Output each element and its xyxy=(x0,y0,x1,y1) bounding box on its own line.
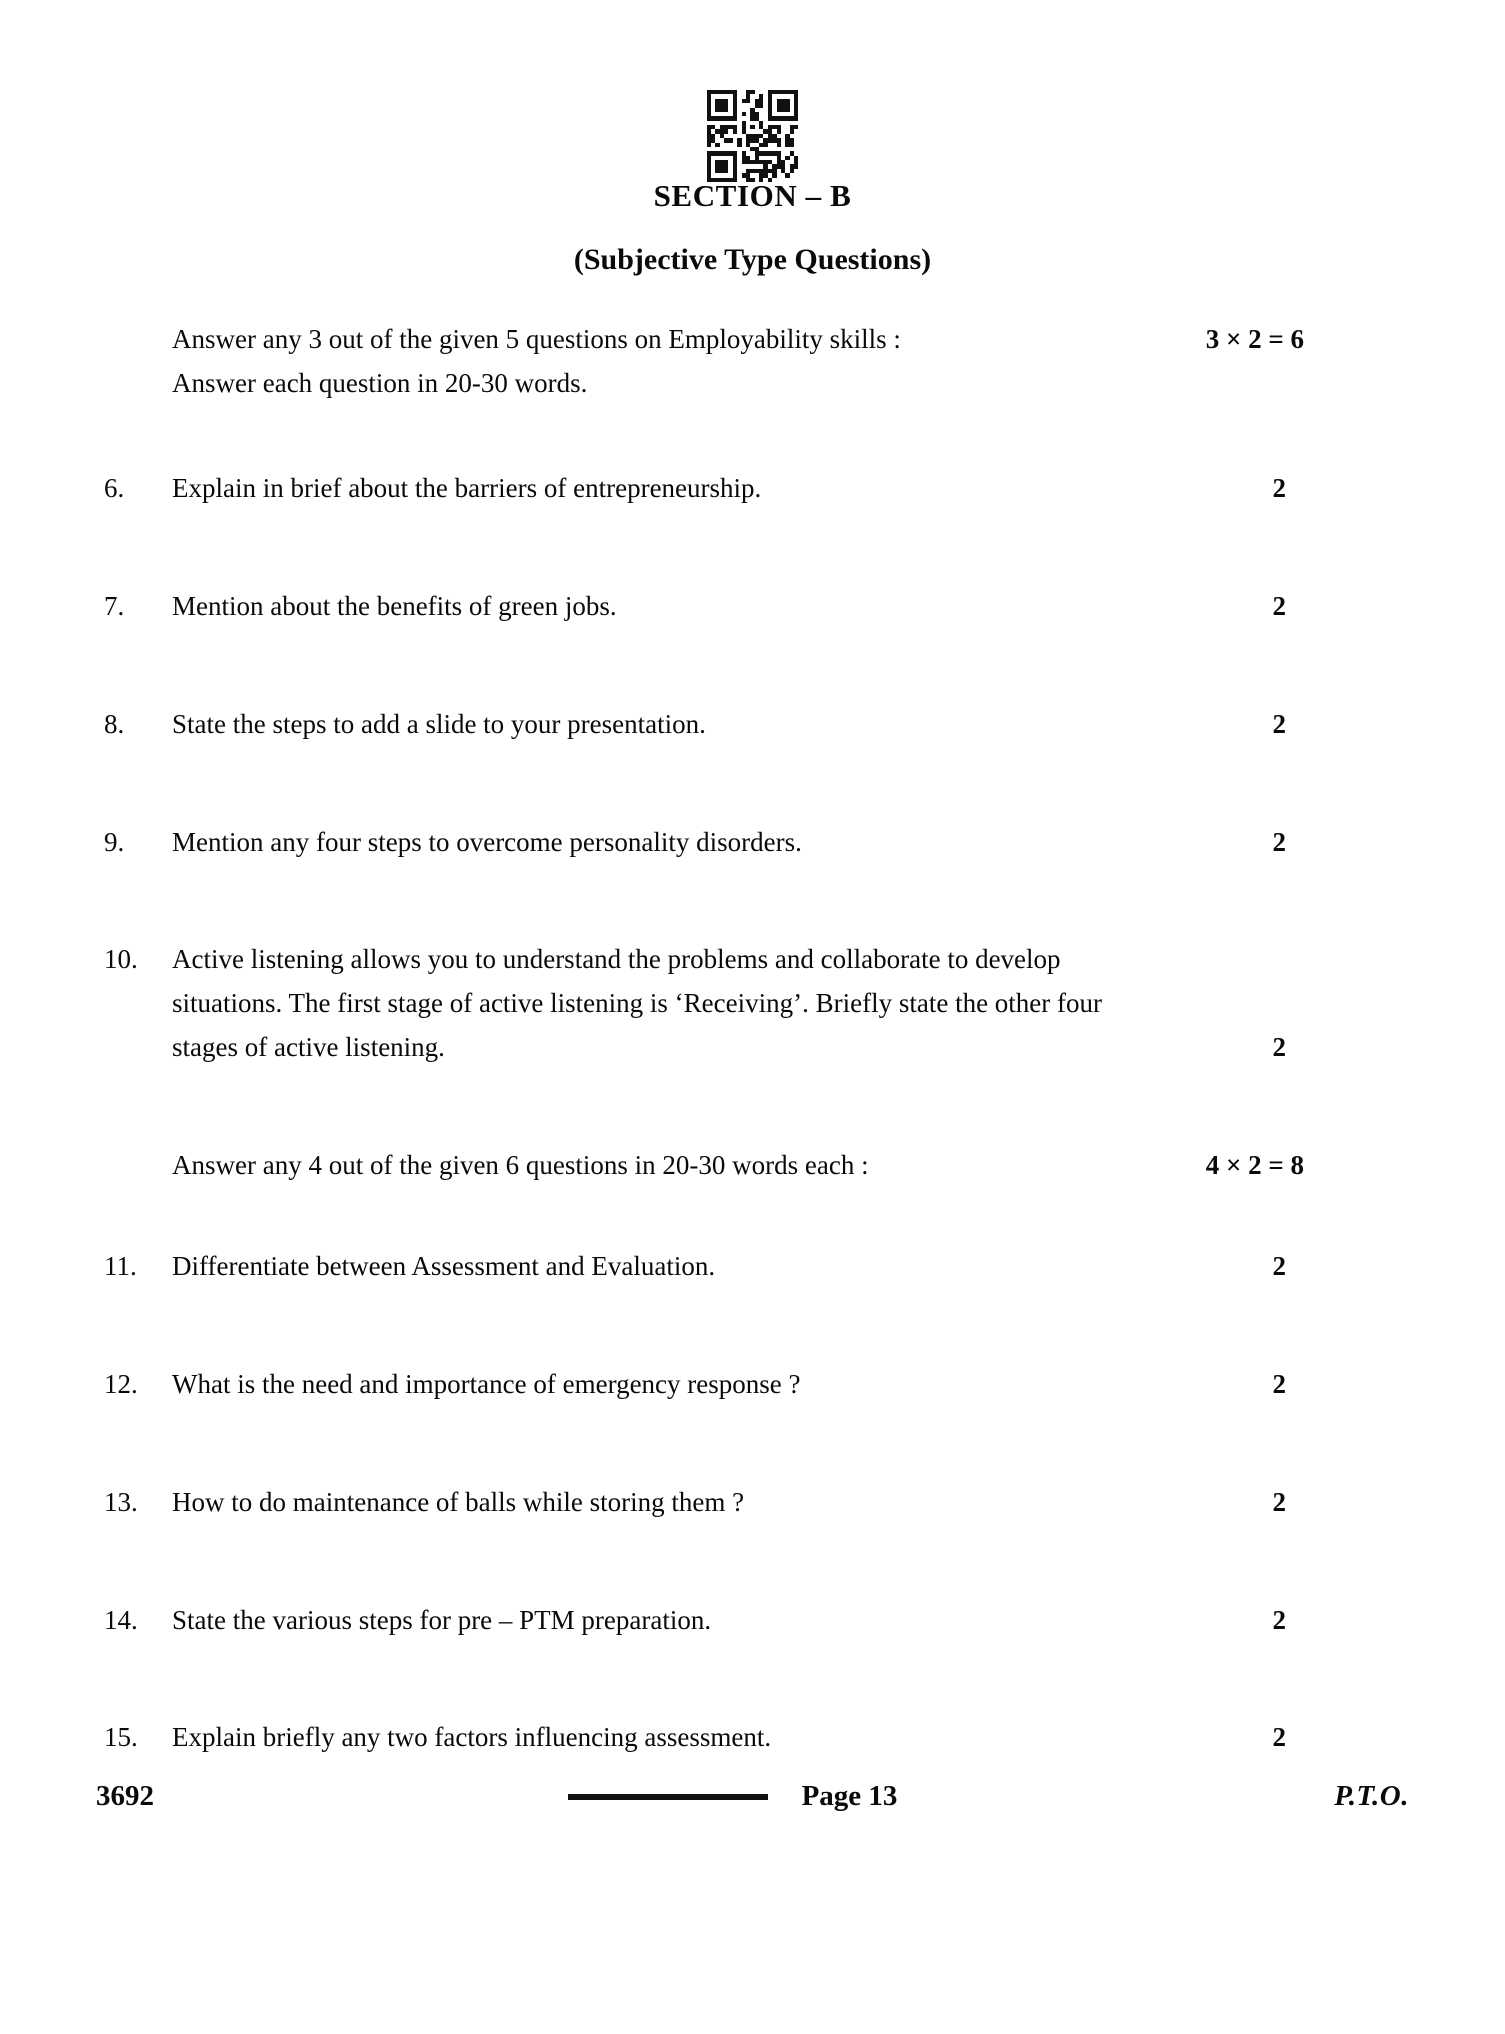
spacer xyxy=(96,405,1396,467)
question-number: 6. xyxy=(104,473,125,504)
qr-code-icon xyxy=(707,90,799,182)
spacer xyxy=(96,1407,1396,1481)
question-number: 15. xyxy=(104,1722,138,1753)
instruction-2-line-1: Answer any 4 out of the given 6 questions in 20-30 words each : xyxy=(172,1149,869,1180)
question-text: Explain in brief about the barriers of entrepreneurship. xyxy=(172,473,762,504)
question-text: Mention about the benefits of green jobs. xyxy=(172,591,617,622)
question-text: How to do maintenance of balls while storing them ? xyxy=(172,1486,745,1517)
horizontal-rule xyxy=(568,1794,768,1800)
spacer xyxy=(96,629,1396,703)
question-number: 13. xyxy=(104,1486,138,1517)
question-row-6 xyxy=(96,467,1286,511)
spacer xyxy=(96,1289,1396,1363)
question-marks: 2 xyxy=(1272,1722,1286,1753)
question-number: 9. xyxy=(104,826,125,857)
spacer xyxy=(96,747,1396,821)
question-marks: 2 xyxy=(1272,1486,1286,1517)
question-marks: 2 xyxy=(1272,826,1286,857)
question-number: 7. xyxy=(104,591,125,622)
spacer xyxy=(96,1070,1396,1144)
question-row-14 xyxy=(96,1599,1286,1643)
paper-code: 3692 xyxy=(96,1780,154,1812)
question-text: State the steps to add a slide to your presentation. xyxy=(172,708,706,739)
question-marks: 2 xyxy=(1272,1031,1286,1062)
question-marks: 2 xyxy=(1272,1604,1286,1635)
question-text: Explain briefly any two factors influencing assessment. xyxy=(172,1722,772,1753)
question-marks: 2 xyxy=(1272,473,1286,504)
instruction-2-marks: 4 × 2 = 8 xyxy=(1205,1149,1304,1180)
pto-label: P.T.O. xyxy=(1334,1780,1409,1812)
instruction-1-line-1: Answer any 3 out of the given 5 questions on Employability skills : xyxy=(172,324,901,354)
spacer xyxy=(96,864,1396,938)
page-number: Page 13 xyxy=(801,1780,898,1812)
question-row-13 xyxy=(96,1481,1286,1525)
question-marks: 2 xyxy=(1272,1369,1286,1400)
qr-code-container xyxy=(0,90,1505,182)
section-subtitle: (Subjective Type Questions) xyxy=(573,243,932,276)
question-number: 11. xyxy=(104,1251,137,1282)
instruction-1-line-2: Answer each question in 20-30 words. xyxy=(172,367,588,398)
spacer xyxy=(96,511,1396,585)
question-text: Mention any four steps to overcome personality disorders. xyxy=(172,826,802,857)
section-title: SECTION – B xyxy=(653,178,852,213)
spacer xyxy=(96,1187,1396,1245)
spacer xyxy=(96,1525,1396,1599)
question-text: What is the need and importance of emergency response ? xyxy=(172,1369,801,1400)
question-row-15 xyxy=(96,1716,1286,1760)
content-area xyxy=(96,318,1396,1760)
question-number: 10. xyxy=(104,944,138,975)
question-text: State the various steps for pre – PTM preparation. xyxy=(172,1604,712,1635)
question-text: Differentiate between Assessment and Evaluation. xyxy=(172,1251,716,1282)
question-number: 8. xyxy=(104,708,125,739)
question-row-12 xyxy=(96,1363,1286,1407)
instruction-1-marks: 3 × 2 = 6 xyxy=(1205,324,1304,354)
question-number: 14. xyxy=(104,1604,138,1635)
question-marks: 2 xyxy=(1272,1251,1286,1282)
question-row-10 xyxy=(96,938,1286,1069)
footer-center xyxy=(256,1780,1209,1813)
question-number: 12. xyxy=(104,1369,138,1400)
question-row-8 xyxy=(96,703,1286,747)
spacer xyxy=(96,1642,1396,1716)
question-row-7 xyxy=(96,585,1286,629)
question-row-9 xyxy=(96,821,1286,865)
instruction-block-2 xyxy=(172,1144,1304,1188)
question-row-11 xyxy=(96,1245,1286,1289)
question-marks: 2 xyxy=(1272,591,1286,622)
question-marks: 2 xyxy=(1272,708,1286,739)
question-text: Active listening allows you to understand the problems and collaborate to develop situations. The first stage of active listening is ‘Receiving’. Briefly state the other four stages of active listening. xyxy=(172,944,1103,1062)
page-footer xyxy=(96,1780,1409,1813)
instruction-block-1 xyxy=(172,318,1304,405)
